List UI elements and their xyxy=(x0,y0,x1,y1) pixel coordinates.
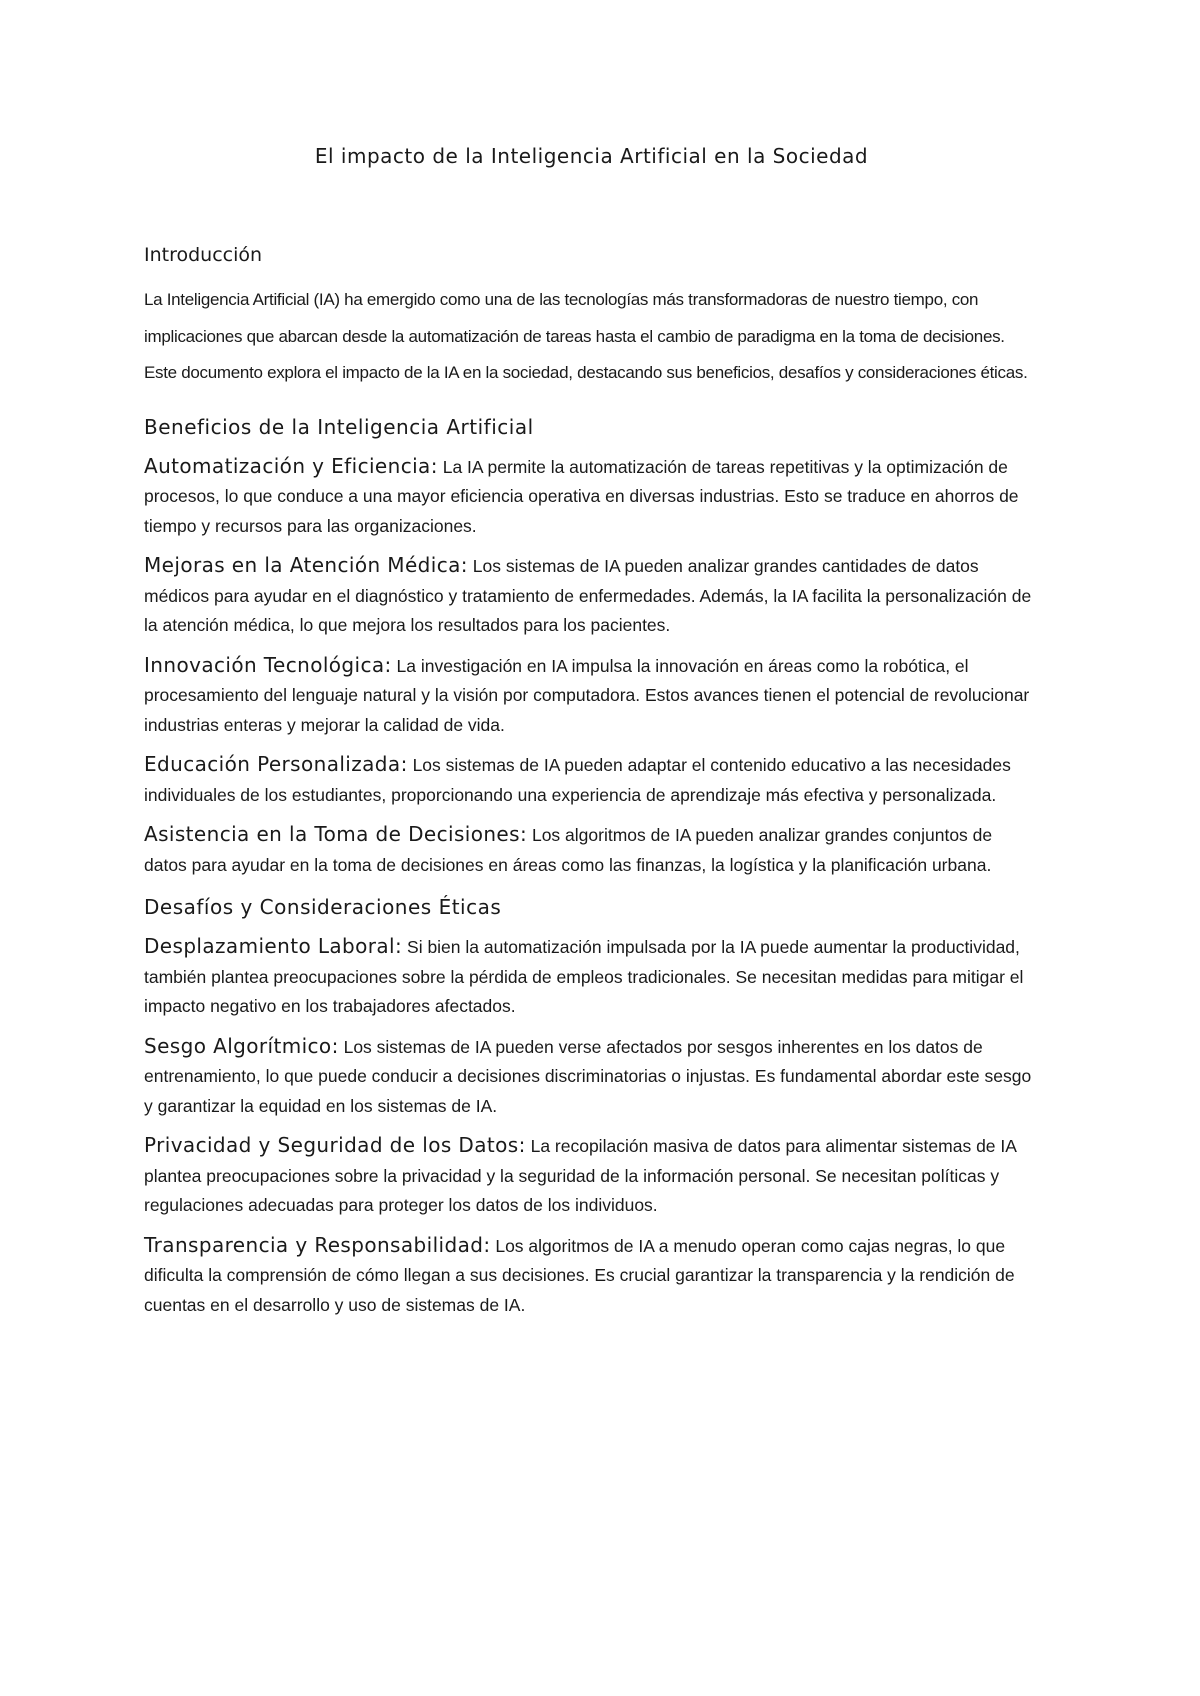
benefit-item-title: Educación Personalizada: xyxy=(144,752,408,776)
benefits-heading: Beneficios de la Inteligencia Artificial xyxy=(144,414,534,439)
challenge-item-title: Desplazamiento Laboral: xyxy=(144,934,403,958)
benefit-item xyxy=(144,750,1039,810)
introduction-paragraph: La Inteligencia Artificial (IA) ha emergido como una de las tecnologías más transformadoras de nuestro tiempo, con implicaciones que abarcan desde la automatización de tareas hasta el cambio de paradigma en la toma de decisiones. Este documento explora el impacto de la IA en la sociedad, destacando sus beneficios, desafíos y consideraciones éticas. xyxy=(144,290,1028,382)
document-title: El impacto de la Inteligencia Artificial en la Sociedad xyxy=(314,144,869,168)
benefit-item-title: Automatización y Eficiencia: xyxy=(144,453,438,478)
challenge-item xyxy=(144,932,1039,1022)
challenge-item-title: Transparencia y Responsabilidad: xyxy=(144,1232,491,1257)
benefit-item-text: La IA permite la automatización de tareas repetitivas y la optimización de procesos, lo que conduce a una mayor eficiencia operativa en diversas industrias. Esto se traduce en ahorros de tiempo y recursos para las organizaciones. xyxy=(144,456,1019,536)
benefit-item-title: Innovación Tecnológica: xyxy=(144,652,392,677)
introduction-heading: Introducción xyxy=(144,244,263,266)
benefit-item-text: Los sistemas de IA pueden analizar grandes cantidades de datos médicos para ayudar en el diagnóstico y tratamiento de enfermedades. Además, la IA facilita la personalización de la atención médica, lo que mejora los resultados para los pacientes. xyxy=(144,556,1032,635)
challenge-item-text: Los algoritmos de IA a menudo operan como cajas negras, lo que dificulta la comprensión de cómo llegan a sus decisiones. Es crucial garantizar la transparencia y la rendición de cuentas en el desarrollo y uso de sistemas de IA. xyxy=(144,1235,1015,1315)
document-body xyxy=(144,140,1039,1330)
challenge-item-text: La recopilación masiva de datos para alimentar sistemas de IA plantea preocupaciones sobre la privacidad y la seguridad de la información personal. Se necesitan políticas y regulaciones adecuadas para proteger los datos de los individuos. xyxy=(144,1136,1016,1215)
challenge-item-title: Privacidad y Seguridad de los Datos: xyxy=(144,1133,526,1157)
benefit-item-text: La investigación en IA impulsa la innovación en áreas como la robótica, el procesamiento del lenguaje natural y la visión por computadora. Estos avances tienen el potencial de revolucionar industrias enteras y mejorar la calidad de vida. xyxy=(144,655,1030,735)
challenges-heading: Desafíos y Consideraciones Éticas xyxy=(144,895,502,919)
challenge-item xyxy=(144,1032,1039,1122)
benefit-item xyxy=(144,651,1039,741)
benefit-item xyxy=(144,452,1039,542)
challenge-item xyxy=(144,1231,1039,1321)
benefit-item xyxy=(144,820,1039,880)
challenge-item-text: Los sistemas de IA pueden verse afectados por sesgos inherentes en los datos de entrenamiento, lo que puede conducir a decisiones discriminatorias o injustas. Es fundamental abordar este sesgo y garantizar la equidad en los sistemas de IA. xyxy=(144,1036,1032,1116)
benefit-item-title: Mejoras en la Atención Médica: xyxy=(144,553,468,577)
benefit-item-text: Los algoritmos de IA pueden analizar grandes conjuntos de datos para ayudar en la toma de decisiones en áreas como las finanzas, la logística y la planificación urbana. xyxy=(144,825,993,875)
challenge-item-title: Sesgo Algorítmico: xyxy=(144,1033,339,1058)
benefit-item xyxy=(144,551,1039,641)
benefit-item-title: Asistencia en la Toma de Decisiones: xyxy=(144,822,528,846)
benefit-item-text: Los sistemas de IA pueden adaptar el contenido educativo a las necesidades individuales de los estudiantes, proporcionando una experiencia de aprendizaje más efectiva y personalizada. xyxy=(144,755,1011,805)
challenge-item xyxy=(144,1131,1039,1221)
challenge-item-text: Si bien la automatización impulsada por la IA puede aumentar la productividad, también plantea preocupaciones sobre la pérdida de empleos tradicionales. Se necesitan medidas para mitigar el impacto negativo en los trabajadores afectados. xyxy=(144,937,1024,1016)
